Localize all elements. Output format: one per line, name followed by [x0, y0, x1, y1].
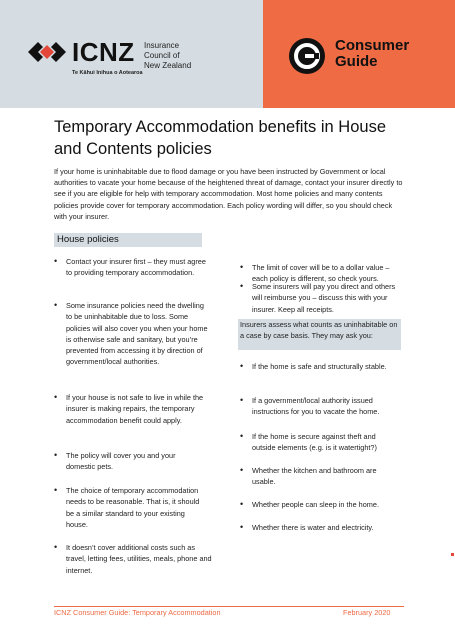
- bullet-icon: •: [240, 499, 244, 509]
- bullet-icon: •: [240, 361, 244, 371]
- list-item: • Whether there is water and electricity.: [240, 522, 374, 532]
- bullet-icon: •: [54, 392, 58, 402]
- brand-name: ICNZ: [72, 37, 135, 67]
- list-item: • Whether the kitchen and bathroom are usable.: [240, 465, 377, 487]
- section-heading: House policies: [54, 233, 202, 247]
- footer-divider: [54, 606, 404, 607]
- list-item: • If your house is not safe to live in while the insurer is making repairs, the temporary accommodation benefit could apply.: [54, 392, 204, 425]
- list-item: • The policy will cover you and your domestic pets.: [54, 450, 176, 472]
- bullet-icon: •: [240, 522, 244, 532]
- header-brand-panel: [0, 0, 263, 108]
- bullet-icon: •: [54, 542, 58, 552]
- brand-maori-name: Te Kāhui Inihua o Aotearoa: [72, 70, 143, 76]
- list-item: • If the home is secure against theft and outside elements (e.g. is it watertight?): [240, 431, 377, 453]
- list-item: • Some insurance policies need the dwelling to be uninhabitable due to loss. Some policies will also cover you when your home is otherwise safe and sanitary, but you’re prevented from accessing it by direction of government/local authorities.: [54, 300, 208, 367]
- page-title: Temporary Accommodation benefits in House and Contents policies: [54, 118, 386, 158]
- edge-mark: [451, 553, 454, 556]
- bullet-icon: •: [54, 450, 58, 460]
- bullet-icon: •: [54, 300, 58, 310]
- brand-subtitle: Insurance Council of New Zealand: [144, 41, 192, 70]
- bullet-icon: •: [240, 465, 244, 475]
- list-item: • Some insurers will pay you direct and others will reimburse you – discuss this with your insurer. Keep all receipts.: [240, 281, 396, 314]
- bullet-icon: •: [240, 431, 244, 441]
- bullet-icon: •: [240, 281, 244, 291]
- list-item: • It doesn’t cover additional costs such as travel, letting fees, utilities, meals, phone and internet.: [54, 542, 212, 575]
- bullet-icon: •: [240, 395, 244, 405]
- footer-title: ICNZ Consumer Guide: Temporary Accommodation: [54, 608, 221, 617]
- list-item: • The choice of temporary accommodation needs to be reasonable. That is, it should be a similar standard to your existing house.: [54, 485, 200, 529]
- footer-date: February 2020: [343, 608, 391, 617]
- callout-box: Insurers assess what counts as uninhabitable on a case by case basis. They may ask you:: [238, 319, 401, 350]
- bullet-icon: •: [54, 256, 58, 266]
- list-item: • If the home is safe and structurally stable.: [240, 361, 387, 371]
- consumer-guide-icon: [287, 36, 327, 81]
- list-item: • Contact your insurer first – they must agree to providing temporary accommodation.: [54, 256, 206, 278]
- list-item: • The limit of cover will be to a dollar value – each policy is different, so check yours.: [240, 262, 390, 284]
- intro-paragraph: If your home is uninhabitable due to flood damage or you have been instructed by Government or local authorities to vacate your home because of the heightened threat of damage, contact your insurer directly to see if you are eligible for help with temporary accommodation. Most home policies and many contents policies provide cover for temporary accommodation. Each policy wording will differ, so you should check with your insurer.: [54, 167, 403, 221]
- list-item: • If a government/local authority issued instructions for you to vacate the home.: [240, 395, 380, 417]
- bullet-icon: •: [54, 485, 58, 495]
- bullet-icon: •: [240, 262, 244, 272]
- icnz-logo-icon: [26, 40, 68, 69]
- guide-label: Consumer Guide: [335, 37, 410, 70]
- list-item: • Whether people can sleep in the home.: [240, 499, 379, 509]
